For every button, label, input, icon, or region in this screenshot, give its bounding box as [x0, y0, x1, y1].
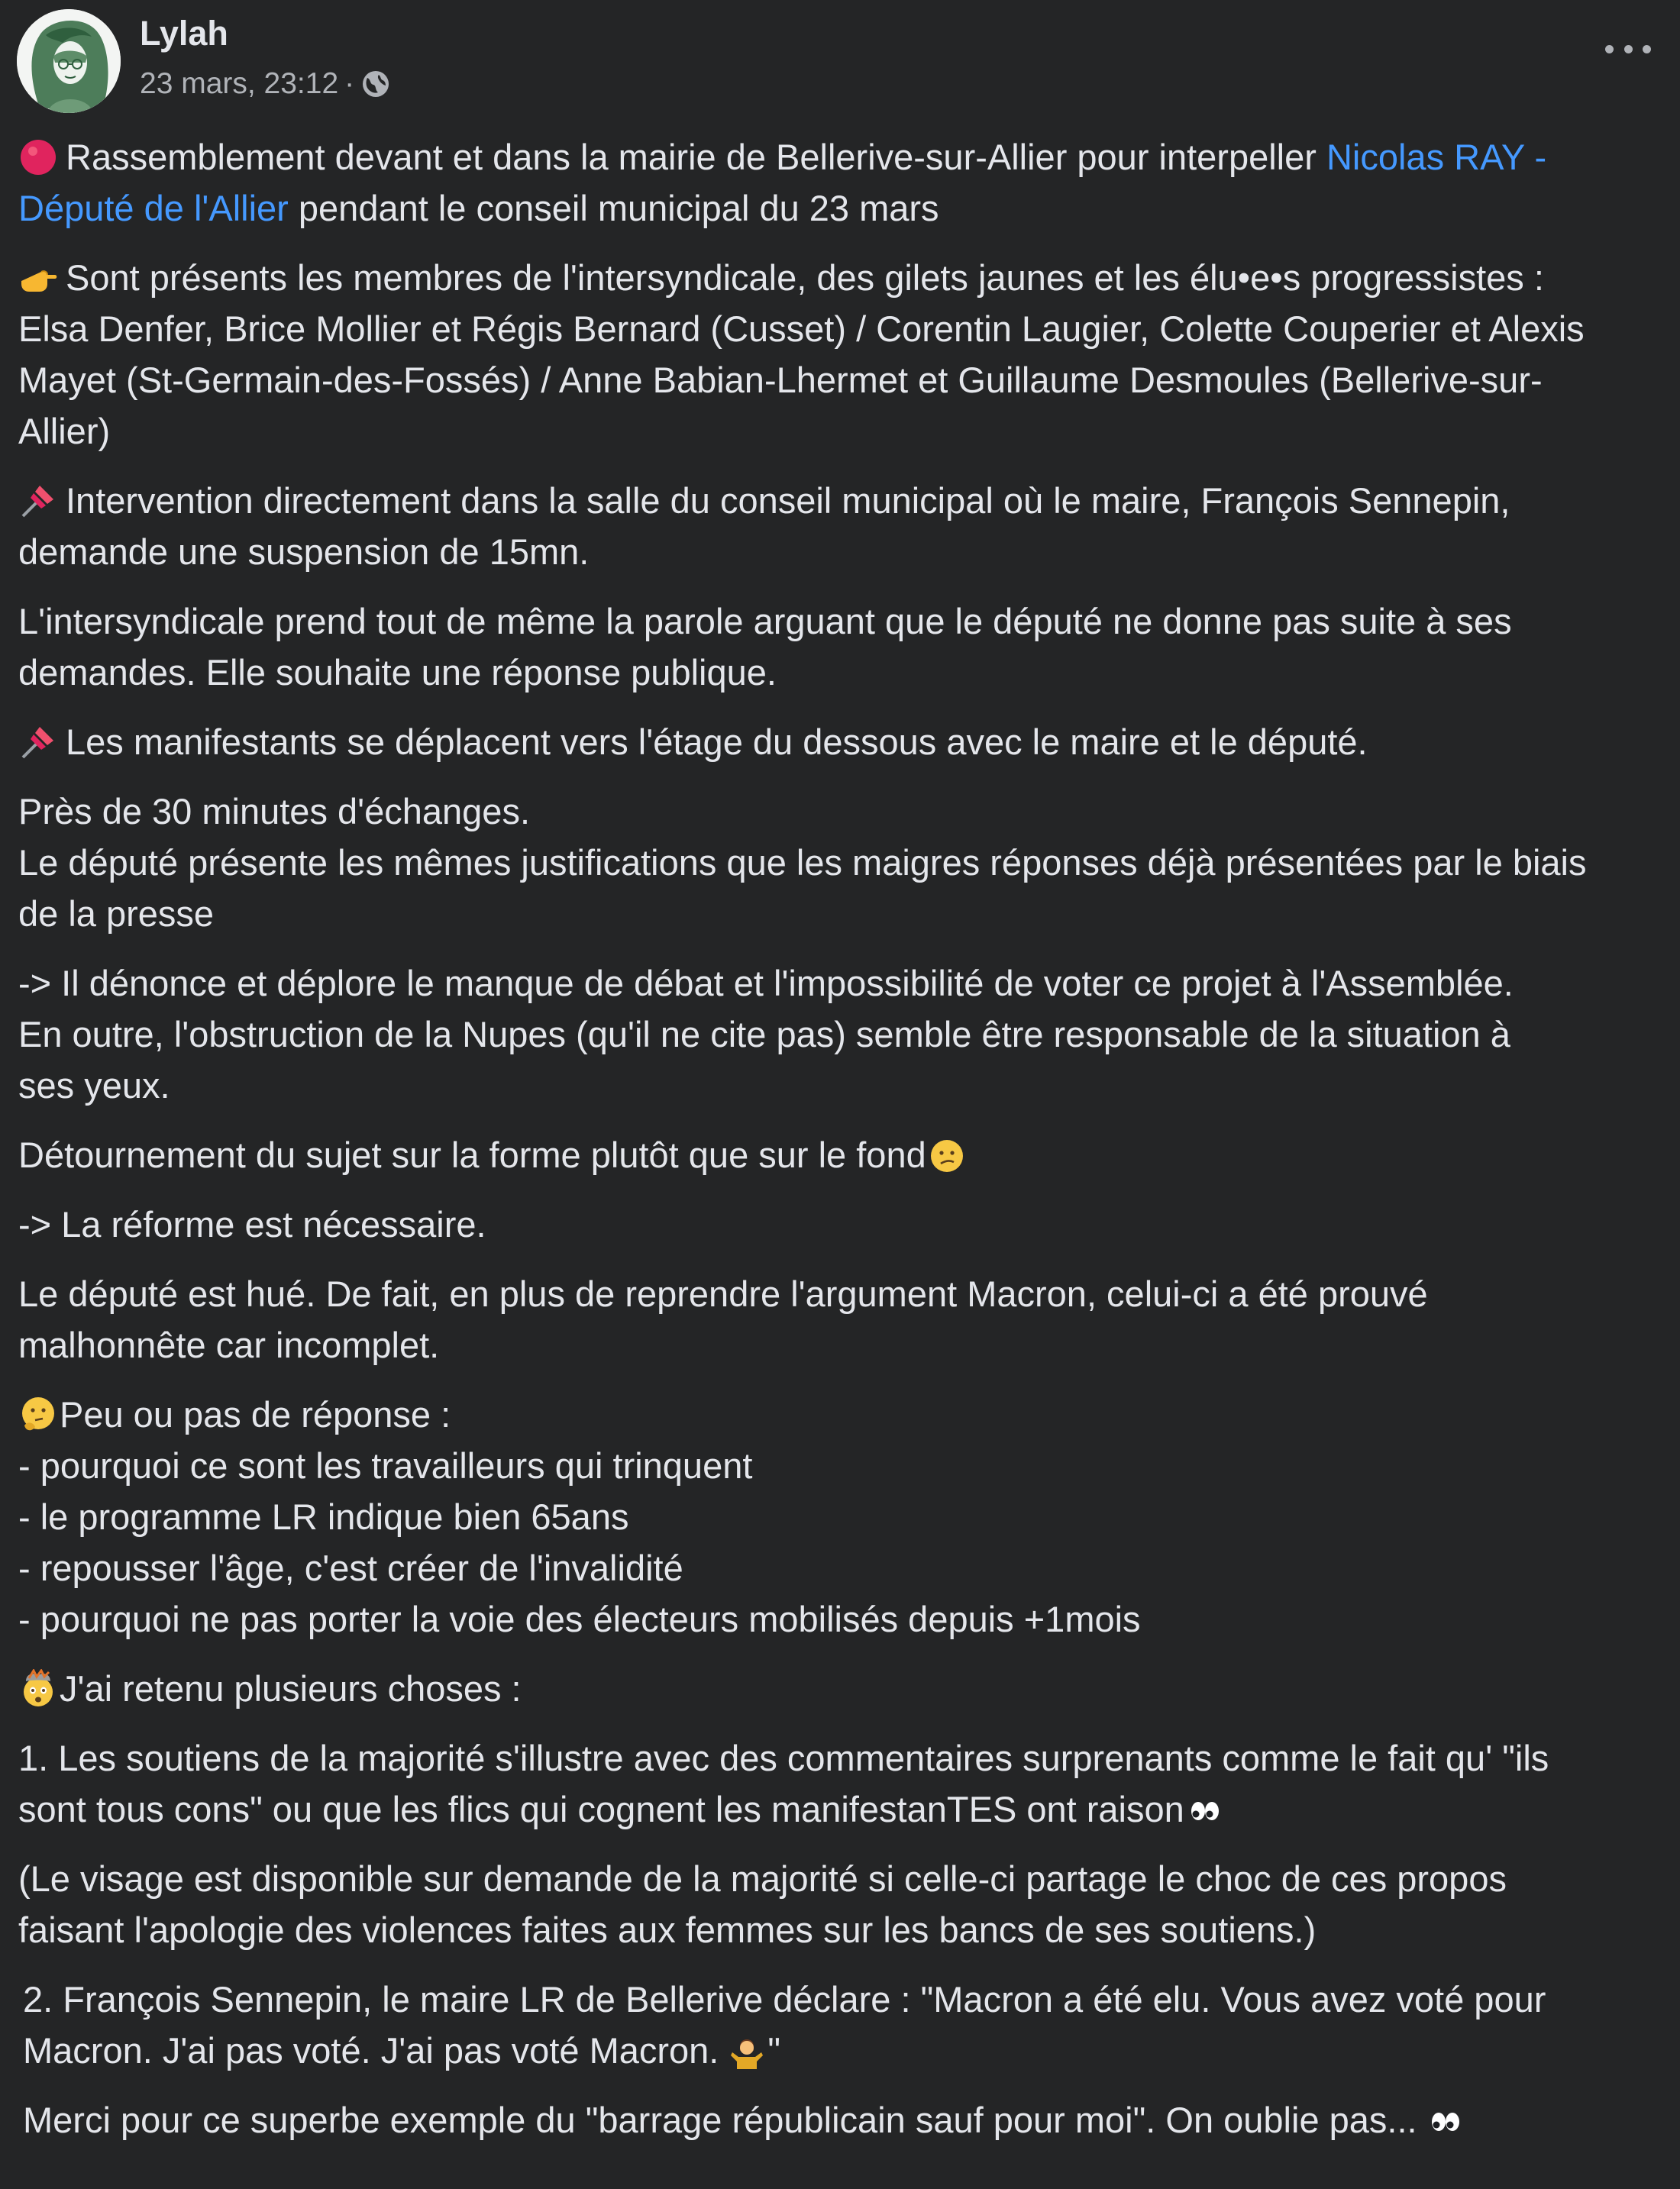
paragraph-14-line-1: (Le visage est disponible sur demande de la majorité si celle-ci partage le choc de ces propos [18, 1858, 1507, 1899]
paragraph-8-text: Détournement du sujet sur la forme plutôt que sur le fond [18, 1135, 926, 1175]
list-item: - pourquoi ce sont les travailleurs qui trinquent [18, 1445, 753, 1486]
paragraph-14-line-2: faisant l'apologie des violences faites aux femmes sur les bancs de ses soutiens.) [18, 1910, 1317, 1950]
paragraph-4-line-2: demandes. Elle souhaite une réponse publique. [18, 652, 777, 693]
timestamp[interactable]: 23 mars, 23:12 [140, 67, 339, 100]
paragraph-2-line-1: Sont présents les membres de l'intersyndicale, des gilets jaunes et les élu•e•s progressistes : [66, 257, 1544, 298]
paragraph-3-line-1: Intervention directement dans la salle du conseil municipal où le maire, François Sennepin, [66, 480, 1510, 521]
paragraph-7-line-2: En outre, l'obstruction de la Nupes (qu'il ne cite pas) semble être responsable de la situation à [18, 1014, 1510, 1054]
paragraph-2-line-2: Elsa Denfer, Brice Mollier et Régis Bernard (Cusset) / Corentin Laugier, Colette Couperier et Alexis [18, 308, 1585, 349]
paragraph-15-line-2: Macron. J'ai pas voté. J'ai pas voté Macron. [23, 2030, 719, 2071]
paragraph-15 [18, 1974, 1668, 2076]
list-item: - le programme LR indique bien 65ans [18, 1496, 629, 1537]
paragraph-16-text: Merci pour ce superbe exemple du "barrage républicain sauf pour moi". On oublie pas... [23, 2100, 1417, 2140]
paragraph-7-line-3: ses yeux. [18, 1065, 170, 1106]
pushpin-icon [18, 722, 58, 762]
meta-separator: · [344, 67, 355, 100]
paragraph-15-line-2-end: " [767, 2030, 781, 2071]
paragraph-10-line-1: Le député est hué. De fait, en plus de reprendre l'argument Macron, celui-ci a été prouvé [18, 1274, 1428, 1314]
paragraph-6-line-2: Le député présente les mêmes justifications que les maigres réponses déjà présentées par le biais [18, 842, 1587, 883]
paragraph-16 [18, 2094, 1668, 2145]
list-item: - repousser l'âge, c'est créer de l'invalidité [18, 1548, 683, 1588]
paragraph-1-text-before: Rassemblement devant et dans la mairie de Bellerive-sur-Allier pour interpeller [66, 137, 1326, 177]
list-item: - pourquoi ne pas porter la voie des électeurs mobilisés depuis +1mois [18, 1599, 1141, 1639]
paragraph-4-line-1: L'intersyndicale prend tout de même la parole arguant que le député ne donne pas suite à ses [18, 601, 1512, 641]
pushpin-icon [18, 481, 58, 521]
paragraph-4 [18, 596, 1668, 698]
paragraph-11 [18, 1389, 1668, 1645]
paragraph-13-line-2: sont tous cons" ou que les flics qui cognent les manifestanTES ont raison [18, 1789, 1184, 1829]
paragraph-8 [18, 1129, 1668, 1180]
mention-link[interactable]: Nicolas RAY - Député de l'Allier [18, 137, 1547, 228]
paragraph-3 [18, 475, 1668, 577]
more-options-icon[interactable] [1605, 32, 1651, 66]
thinking-face-icon [18, 1395, 58, 1435]
paragraph-1-text-after: pendant le conseil municipal du 23 mars [288, 188, 939, 228]
paragraph-10 [18, 1268, 1668, 1371]
confused-face-icon [929, 1135, 964, 1170]
paragraph-2-line-4: Allier) [18, 411, 111, 451]
post-meta [140, 67, 391, 101]
paragraph-7-line-1: -> Il dénonce et déplore le manque de débat et l'impossibilité de voter ce projet à l'Assemblée. [18, 963, 1514, 1003]
paragraph-13-line-1: 1. Les soutiens de la majorité s'illustre avec des commentaires surprenants comme le fait qu' "ils [18, 1738, 1549, 1778]
eyes-icon [1187, 1790, 1223, 1825]
paragraph-2-line-3: Mayet (St-Germain-des-Fossés) / Anne Babian-Lhermet et Guillaume Desmoules (Bellerive-sur- [18, 360, 1543, 400]
paragraph-1 [18, 131, 1668, 234]
paragraph-10-line-2: malhonnête car incomplet. [18, 1325, 440, 1365]
paragraph-15-line-1: 2. François Sennepin, le maire LR de Bellerive déclare : "Macron a été elu. Vous avez voté pour [23, 1979, 1546, 2019]
paragraph-12-text: J'ai retenu plusieurs choses : [60, 1668, 522, 1709]
pointing-hand-icon [18, 258, 58, 298]
paragraph-9-text: -> La réforme est nécessaire. [18, 1204, 486, 1245]
red-circle-icon [18, 137, 58, 177]
paragraph-14 [18, 1853, 1668, 1955]
post-header [0, 0, 1680, 122]
exploding-head-icon [18, 1669, 58, 1709]
paragraph-5 [18, 716, 1668, 767]
author-name[interactable]: Lylah [140, 14, 228, 53]
paragraph-6-line-3: de la presse [18, 893, 215, 934]
avatar-illustration [17, 9, 121, 113]
paragraph-11-title: Peu ou pas de réponse : [60, 1394, 451, 1435]
paragraph-3-line-2: demande une suspension de 15mn. [18, 531, 590, 572]
paragraph-6-line-1: Près de 30 minutes d'échanges. [18, 791, 531, 831]
eyes-icon [1428, 2100, 1463, 2136]
paragraph-12 [18, 1663, 1668, 1714]
paragraph-7 [18, 957, 1668, 1111]
post-body [18, 131, 1668, 2164]
globe-icon[interactable] [360, 69, 391, 99]
avatar[interactable] [17, 9, 121, 113]
paragraph-2 [18, 252, 1668, 457]
paragraph-9 [18, 1199, 1668, 1250]
paragraph-13 [18, 1732, 1668, 1835]
shrugging-person-icon [729, 2031, 764, 2066]
paragraph-5-text: Les manifestants se déplacent vers l'étage du dessous avec le maire et le député. [66, 722, 1368, 762]
paragraph-6 [18, 786, 1668, 939]
